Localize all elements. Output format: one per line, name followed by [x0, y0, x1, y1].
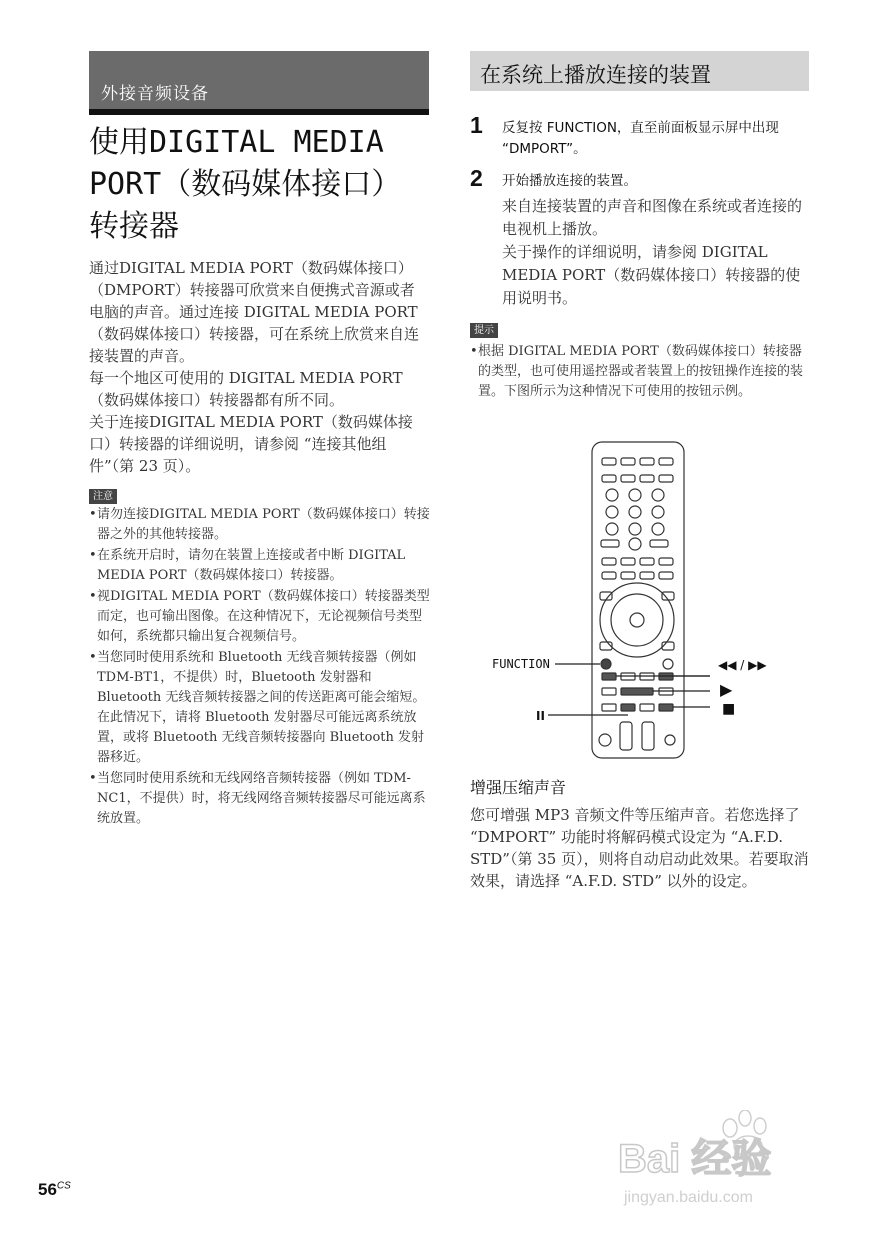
page-number-value: 56 — [38, 1180, 57, 1199]
stop-button — [659, 704, 673, 711]
intro-paragraph: 通过DIGITAL MEDIA PORT（数码媒体接口）（DMPORT）转接器可欣赏来自便携式音源或者电脑的声音。通过连接 DIGITAL MEDIA PORT（数码媒体接口）转接器，可在系统上欣赏来自连接装置的声音。 — [89, 259, 420, 365]
section-tab: 外接音频设备 — [89, 51, 429, 109]
play-label: ▶ — [720, 680, 733, 699]
page-title-line: 使用DIGITAL MEDIA — [89, 125, 384, 160]
pause-button — [621, 704, 635, 711]
page-title — [89, 122, 434, 248]
tips-label: 提示 — [470, 323, 498, 338]
note-item: • 在系统开启时，请勿在装置上连接或者中断 DIGITAL MEDIA PORT（数码媒体接口）转接器。 — [89, 546, 431, 586]
tip-item: • 根据 DIGITAL MEDIA PORT（数码媒体接口）转接器的类型，也可使用遥控器或者装置上的按钮操作连接的装置。下图所示为这种情况下可使用的按钮示例。 — [470, 342, 810, 402]
play-button — [621, 688, 653, 695]
intro-text — [89, 257, 429, 477]
step-number: 2 — [470, 165, 483, 191]
note-item: • 请勿连接DIGITAL MEDIA PORT（数码媒体接口）转接器之外的其他转接器。 — [89, 505, 431, 545]
watermark-brand: Bai 经验 — [618, 1137, 772, 1181]
intro-paragraph: 每一个地区可使用的 DIGITAL MEDIA PORT（数码媒体接口）转接器都有所不同。 — [89, 369, 403, 409]
step-detail: 来自连接装置的声音和图像在系统或者连接的电视机上播放。 — [502, 197, 803, 238]
section-header: 在系统上播放连接的装置 — [470, 51, 809, 91]
function-button — [601, 659, 611, 669]
note-item: • 视DIGITAL MEDIA PORT（数码媒体接口）转接器类型而定，也可输出图像。在这种情况下，无论视频信号类型如何，系统都只输出复合视频信号。 — [89, 587, 431, 647]
watermark-url: jingyan.baidu.com — [624, 1189, 753, 1206]
notes-label: 注意 — [89, 489, 117, 504]
step-text: 开始播放连接的装置。 — [502, 173, 637, 189]
function-label: FUNCTION — [492, 657, 550, 671]
intro-paragraph: 关于连接DIGITAL MEDIA PORT（数码媒体接口）转接器的详细说明，请参阅 “连接其他组件”（第 23 页）。 — [89, 413, 413, 475]
prev-button — [602, 673, 616, 680]
page-title-line: 转接器 — [89, 209, 179, 244]
section-divider — [89, 109, 429, 115]
pause-label: II — [536, 709, 545, 723]
step-number: 1 — [470, 112, 483, 138]
stop-label: ■ — [722, 701, 736, 717]
step-details — [502, 195, 810, 310]
step-text: 反复按 FUNCTION，直至前面板显示屏中出现 “DMPORT”。 — [502, 120, 779, 157]
remote-control-illustration — [480, 440, 800, 760]
note-item: • 当您同时使用系统和无线网络音频转接器（例如 TDM-NC1，不提供）时，将无线网络音频转接器尽可能远离系统放置。 — [89, 769, 431, 829]
page-title-line: PORT（数码媒体接口） — [89, 167, 402, 202]
step-detail: 关于操作的详细说明，请参阅 DIGITAL MEDIA PORT（数码媒体接口）转接器的使用说明书。 — [502, 243, 801, 307]
compression-text: 您可增强 MP3 音频文件等压缩声音。若您选择了 “DMPORT” 功能时将解码模式设定为 “A.F.D. STD”（第 35 页），则将自动启动此效果。若要取消效果，请选择 “A.F.D. STD” 以外的设定。 — [470, 806, 809, 890]
prev-next-label: ◀◀ / ▶▶ — [718, 658, 767, 672]
compression-subheading: 增强压缩声音 — [470, 778, 567, 797]
baidu-watermark — [610, 1110, 820, 1210]
tips-list — [470, 342, 810, 403]
page-number-suffix: CS — [56, 1180, 71, 1192]
note-item: • 当您同时使用系统和 Bluetooth 无线音频转接器（例如 TDM-BT1，不提供）时，Bluetooth 发射器和 Bluetooth 无线音频转接器之间的传送距离可能会缩短。在此情况下，请将 Bluetooth 发射器尽可能远离系统放置，或将 Bluetooth 无线音频转接器向 Bluetooth 发射器移近。 — [89, 648, 431, 768]
notes-list — [89, 505, 431, 830]
page-number — [38, 1180, 71, 1200]
